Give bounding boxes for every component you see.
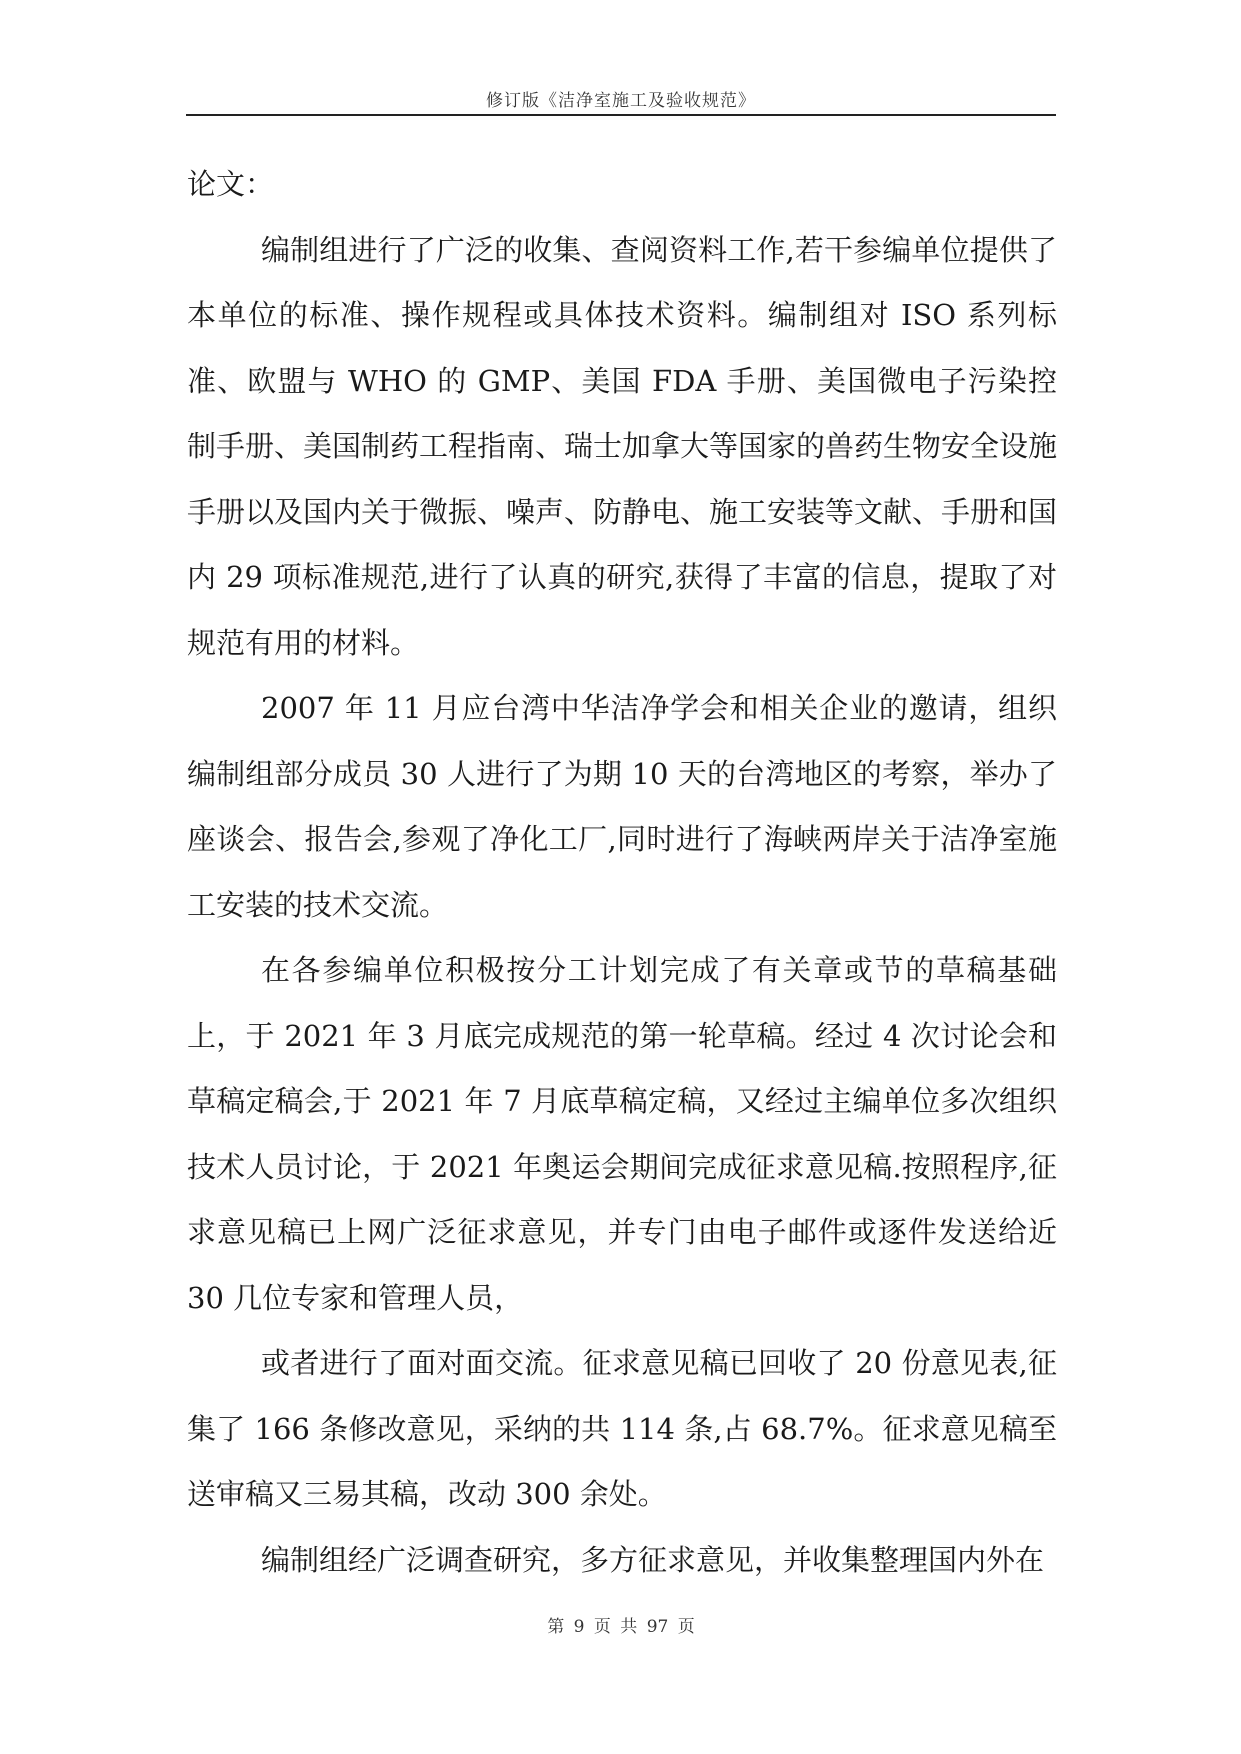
paragraph: 或者进行了面对面交流。征求意见稿已回收了 20 份意见表,征集了 166 条修改意见，采纳的共 114 条,占 68.7%。征求意见稿至送审稿又三易其稿，改动 300 余处。 (187, 1346, 1057, 1511)
paragraph: 在各参编单位积极按分工计划完成了有关章或节的草稿基础上，于 2021 年 3 月底完成规范的第一轮草稿。经过 4 次讨论会和草稿定稿会,于 2021 年 7 月底草稿定稿，又经过主编单位多次组织技术人员讨论，于 2021 年奥运会期间完成征求意见稿.按照程序,征求意见稿已上网广泛征求意见，并专门由电子邮件或逐件发送给近 30 几位专家和管理人员， (187, 953, 1057, 1315)
header-divider (186, 114, 1056, 116)
paragraph: 2007 年 11 月应台湾中华洁净学会和相关企业的邀请，组织编制组部分成员 30 人进行了为期 10 天的台湾地区的考察，举办了座谈会、报告会,参观了净化工厂,同时进行了海峡两岸关于洁净室施工安装的技术交流。 (187, 691, 1057, 922)
paragraph: 编制组进行了广泛的收集、查阅资料工作,若干参编单位提供了本单位的标准、操作规程或具体技术资料。编制组对 ISO 系列标准、欧盟与 WHO 的 GMP、美国 FDA 手册、美国微电子污染控制手册、美国制药工程指南、瑞士加拿大等国家的兽药生物安全设施手册以及国内关于微振、噪声、防静电、施工安装等文献、手册和国内 29 项标准规范,进行了认真的研究,获得了丰富的信息，提取了对规范有用的材料。 (187, 232, 1058, 660)
document-body (187, 152, 1057, 1593)
running-header-title: 修订版《洁净室施工及验收规范》 (486, 91, 756, 111)
page-number-footer: 第 9 页 共 97 页 (547, 1617, 695, 1637)
paragraph: 论文： (187, 167, 275, 201)
paragraph: 编制组经广泛调查研究，多方征求意见，并收集整理国内外在 (261, 1542, 1045, 1577)
